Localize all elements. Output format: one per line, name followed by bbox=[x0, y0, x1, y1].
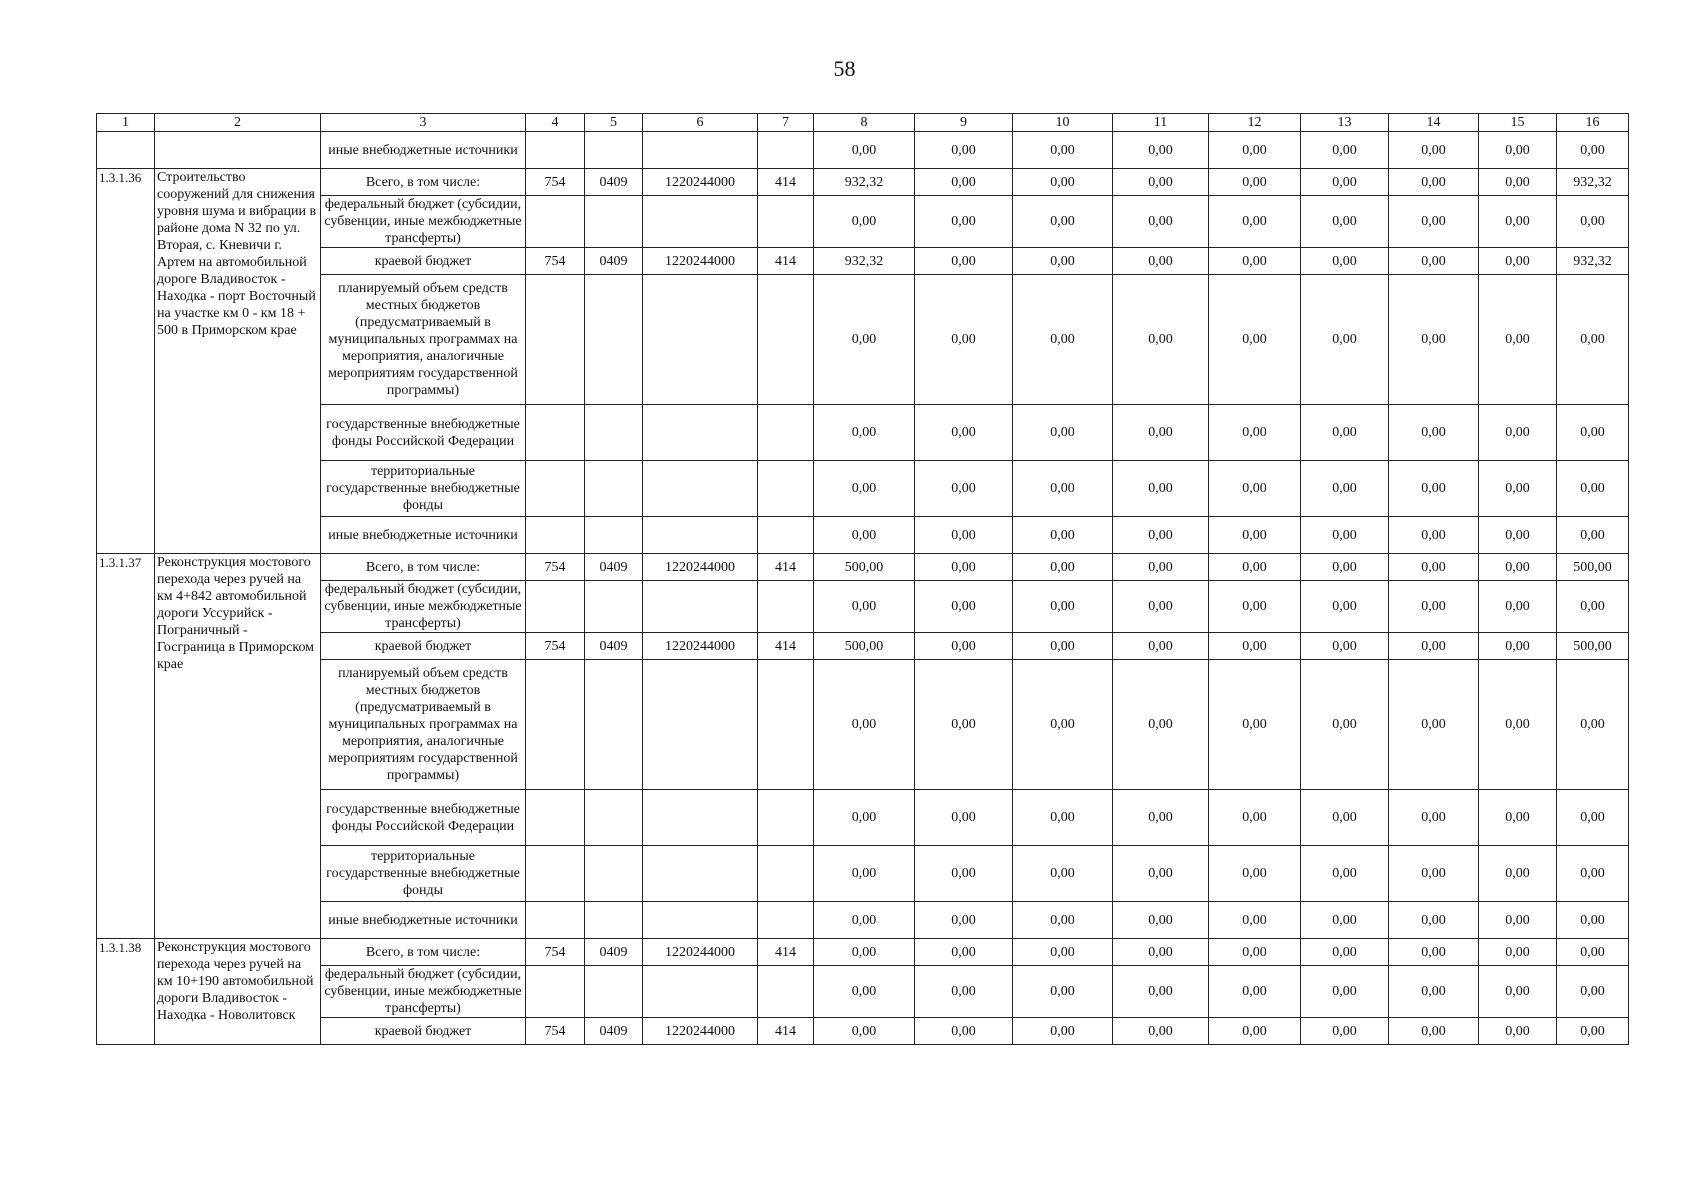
amount-cell: 0,00 bbox=[1389, 405, 1479, 461]
budget-code-cell bbox=[758, 132, 814, 169]
table-row bbox=[97, 790, 1629, 846]
amount-cell: 0,00 bbox=[1479, 461, 1557, 517]
amount-cell: 0,00 bbox=[1301, 1018, 1389, 1045]
amount-cell: 0,00 bbox=[1389, 196, 1479, 248]
amount-cell: 0,00 bbox=[1209, 248, 1301, 275]
amount-cell: 0,00 bbox=[915, 248, 1013, 275]
admin-code-cell bbox=[526, 966, 585, 1018]
amount-cell: 0,00 bbox=[1557, 660, 1629, 790]
section-code-cell bbox=[585, 405, 643, 461]
table-row bbox=[97, 169, 1629, 196]
target-article-cell bbox=[643, 790, 758, 846]
amount-cell: 0,00 bbox=[1557, 275, 1629, 405]
funding-source-cell: иные внебюджетные источники bbox=[321, 902, 526, 939]
amount-cell: 0,00 bbox=[1301, 554, 1389, 581]
admin-code-cell bbox=[526, 581, 585, 633]
amount-cell: 500,00 bbox=[814, 554, 915, 581]
section-code-cell: 0409 bbox=[585, 939, 643, 966]
amount-cell: 0,00 bbox=[1301, 196, 1389, 248]
header-cell: 13 bbox=[1301, 114, 1389, 132]
amount-cell: 0,00 bbox=[1479, 132, 1557, 169]
expense-type-cell: 414 bbox=[758, 169, 814, 196]
amount-cell: 932,32 bbox=[814, 248, 915, 275]
amount-cell: 0,00 bbox=[1013, 790, 1113, 846]
table-row bbox=[97, 633, 1629, 660]
amount-cell: 0,00 bbox=[1209, 461, 1301, 517]
amount-cell: 0,00 bbox=[1389, 132, 1479, 169]
amount-cell: 0,00 bbox=[1209, 275, 1301, 405]
amount-cell: 0,00 bbox=[1013, 633, 1113, 660]
header-cell: 5 bbox=[585, 114, 643, 132]
amount-cell: 0,00 bbox=[1013, 902, 1113, 939]
amount-cell: 0,00 bbox=[1389, 517, 1479, 554]
amount-cell: 0,00 bbox=[1113, 405, 1209, 461]
amount-cell: 0,00 bbox=[1479, 939, 1557, 966]
table-row bbox=[97, 1018, 1629, 1045]
budget-code-cell bbox=[526, 132, 585, 169]
funding-source-cell: государственные внебюджетные фонды Российской Федерации bbox=[321, 405, 526, 461]
funding-source-cell: Всего, в том числе: bbox=[321, 939, 526, 966]
budget-table bbox=[96, 113, 1629, 1045]
amount-cell: 0,00 bbox=[1301, 132, 1389, 169]
amount-cell: 0,00 bbox=[1209, 902, 1301, 939]
amount-cell: 0,00 bbox=[1113, 517, 1209, 554]
target-article-cell: 1220244000 bbox=[643, 633, 758, 660]
funding-source-cell: краевой бюджет bbox=[321, 248, 526, 275]
amount-cell: 0,00 bbox=[1113, 660, 1209, 790]
amount-cell: 0,00 bbox=[1209, 196, 1301, 248]
amount-cell: 0,00 bbox=[1209, 660, 1301, 790]
expense-type-cell: 414 bbox=[758, 554, 814, 581]
amount-cell: 0,00 bbox=[1301, 581, 1389, 633]
amount-cell: 0,00 bbox=[1479, 275, 1557, 405]
section-code-cell bbox=[585, 581, 643, 633]
amount-cell: 0,00 bbox=[814, 1018, 915, 1045]
item-number-cell bbox=[97, 132, 155, 169]
table-row bbox=[97, 461, 1629, 517]
amount-cell: 0,00 bbox=[1113, 902, 1209, 939]
expense-type-cell: 414 bbox=[758, 633, 814, 660]
amount-cell: 0,00 bbox=[1209, 169, 1301, 196]
section-code-cell: 0409 bbox=[585, 1018, 643, 1045]
amount-cell: 0,00 bbox=[1113, 132, 1209, 169]
amount-cell: 0,00 bbox=[1113, 169, 1209, 196]
amount-cell: 0,00 bbox=[1389, 461, 1479, 517]
amount-cell: 0,00 bbox=[1479, 581, 1557, 633]
item-number-cell: 1.3.1.36 bbox=[97, 169, 155, 554]
target-article-cell bbox=[643, 966, 758, 1018]
amount-cell: 0,00 bbox=[1209, 633, 1301, 660]
amount-cell: 0,00 bbox=[1557, 132, 1629, 169]
amount-cell: 0,00 bbox=[1479, 554, 1557, 581]
target-article-cell bbox=[643, 461, 758, 517]
expense-type-cell: 414 bbox=[758, 248, 814, 275]
admin-code-cell bbox=[526, 275, 585, 405]
amount-cell: 0,00 bbox=[814, 581, 915, 633]
amount-cell: 0,00 bbox=[1389, 169, 1479, 196]
target-article-cell bbox=[643, 196, 758, 248]
section-code-cell bbox=[585, 966, 643, 1018]
expense-type-cell bbox=[758, 275, 814, 405]
table-row bbox=[97, 275, 1629, 405]
section-code-cell: 0409 bbox=[585, 554, 643, 581]
amount-cell: 0,00 bbox=[1557, 581, 1629, 633]
amount-cell: 0,00 bbox=[814, 939, 915, 966]
section-code-cell bbox=[585, 846, 643, 902]
amount-cell: 0,00 bbox=[814, 275, 915, 405]
header-cell: 4 bbox=[526, 114, 585, 132]
amount-cell: 0,00 bbox=[1113, 554, 1209, 581]
amount-cell: 0,00 bbox=[1013, 581, 1113, 633]
section-code-cell bbox=[585, 517, 643, 554]
section-code-cell: 0409 bbox=[585, 633, 643, 660]
amount-cell: 0,00 bbox=[814, 132, 915, 169]
target-article-cell bbox=[643, 846, 758, 902]
amount-cell: 0,00 bbox=[915, 581, 1013, 633]
table-row bbox=[97, 132, 1629, 169]
amount-cell: 0,00 bbox=[915, 902, 1013, 939]
header-cell: 12 bbox=[1209, 114, 1301, 132]
table-row bbox=[97, 517, 1629, 554]
amount-cell: 0,00 bbox=[1557, 517, 1629, 554]
target-article-cell bbox=[643, 660, 758, 790]
funding-source-cell: планируемый объем средств местных бюджетов (предусматриваемый в муниципальных программах на мероприятия, аналогичные мероприятиям государственной программы) bbox=[321, 275, 526, 405]
expense-type-cell bbox=[758, 581, 814, 633]
admin-code-cell bbox=[526, 517, 585, 554]
header-cell: 15 bbox=[1479, 114, 1557, 132]
admin-code-cell: 754 bbox=[526, 633, 585, 660]
section-code-cell bbox=[585, 461, 643, 517]
expense-type-cell bbox=[758, 902, 814, 939]
amount-cell: 0,00 bbox=[1013, 554, 1113, 581]
table-row bbox=[97, 554, 1629, 581]
item-number-cell: 1.3.1.37 bbox=[97, 554, 155, 939]
amount-cell: 0,00 bbox=[1013, 939, 1113, 966]
amount-cell: 0,00 bbox=[1301, 275, 1389, 405]
amount-cell: 0,00 bbox=[1013, 461, 1113, 517]
amount-cell: 0,00 bbox=[1479, 846, 1557, 902]
amount-cell: 0,00 bbox=[1389, 633, 1479, 660]
expense-type-cell: 414 bbox=[758, 939, 814, 966]
section-code-cell bbox=[585, 790, 643, 846]
amount-cell: 0,00 bbox=[1209, 581, 1301, 633]
amount-cell: 0,00 bbox=[1557, 1018, 1629, 1045]
admin-code-cell bbox=[526, 405, 585, 461]
amount-cell: 0,00 bbox=[1557, 939, 1629, 966]
funding-source-cell: Всего, в том числе: bbox=[321, 169, 526, 196]
amount-cell: 0,00 bbox=[1389, 966, 1479, 1018]
target-article-cell bbox=[643, 581, 758, 633]
expense-type-cell bbox=[758, 790, 814, 846]
amount-cell: 0,00 bbox=[1389, 1018, 1479, 1045]
target-article-cell: 1220244000 bbox=[643, 939, 758, 966]
amount-cell: 500,00 bbox=[814, 633, 915, 660]
amount-cell: 0,00 bbox=[1013, 196, 1113, 248]
amount-cell: 0,00 bbox=[1113, 248, 1209, 275]
amount-cell: 0,00 bbox=[1013, 132, 1113, 169]
header-cell: 10 bbox=[1013, 114, 1113, 132]
amount-cell: 0,00 bbox=[915, 461, 1013, 517]
table-row bbox=[97, 248, 1629, 275]
amount-cell: 0,00 bbox=[1113, 1018, 1209, 1045]
admin-code-cell bbox=[526, 660, 585, 790]
amount-cell: 0,00 bbox=[1479, 517, 1557, 554]
amount-cell: 0,00 bbox=[1479, 966, 1557, 1018]
header-cell: 6 bbox=[643, 114, 758, 132]
header-cell: 11 bbox=[1113, 114, 1209, 132]
funding-source-cell: краевой бюджет bbox=[321, 1018, 526, 1045]
table-row bbox=[97, 660, 1629, 790]
amount-cell: 0,00 bbox=[1113, 846, 1209, 902]
amount-cell: 0,00 bbox=[814, 517, 915, 554]
amount-cell: 0,00 bbox=[1209, 790, 1301, 846]
amount-cell: 0,00 bbox=[1013, 275, 1113, 405]
target-article-cell bbox=[643, 405, 758, 461]
funding-source-cell: планируемый объем средств местных бюджетов (предусматриваемый в муниципальных программах на мероприятия, аналогичные мероприятиям государственной программы) bbox=[321, 660, 526, 790]
amount-cell: 0,00 bbox=[1479, 633, 1557, 660]
amount-cell: 0,00 bbox=[915, 517, 1013, 554]
amount-cell: 0,00 bbox=[1479, 1018, 1557, 1045]
amount-cell: 0,00 bbox=[1389, 275, 1479, 405]
funding-source-cell: территориальные государственные внебюджетные фонды bbox=[321, 461, 526, 517]
amount-cell: 0,00 bbox=[1013, 169, 1113, 196]
amount-cell: 0,00 bbox=[1113, 275, 1209, 405]
item-name-cell: Реконструкция мостового перехода через ручей на км 10+190 автомобильной дороги Владивосток - Находка - Новолитовск bbox=[155, 939, 321, 1045]
amount-cell: 0,00 bbox=[1389, 790, 1479, 846]
amount-cell: 0,00 bbox=[1301, 846, 1389, 902]
funding-source-cell: Всего, в том числе: bbox=[321, 554, 526, 581]
amount-cell: 0,00 bbox=[915, 554, 1013, 581]
amount-cell: 500,00 bbox=[1557, 633, 1629, 660]
funding-source-cell: иные внебюджетные источники bbox=[321, 132, 526, 169]
amount-cell: 0,00 bbox=[1209, 517, 1301, 554]
amount-cell: 0,00 bbox=[814, 196, 915, 248]
header-cell: 8 bbox=[814, 114, 915, 132]
table-row bbox=[97, 581, 1629, 633]
section-code-cell bbox=[585, 660, 643, 790]
amount-cell: 0,00 bbox=[1479, 405, 1557, 461]
amount-cell: 0,00 bbox=[915, 660, 1013, 790]
expense-type-cell bbox=[758, 196, 814, 248]
amount-cell: 0,00 bbox=[915, 966, 1013, 1018]
amount-cell: 0,00 bbox=[1301, 660, 1389, 790]
header-cell: 9 bbox=[915, 114, 1013, 132]
amount-cell: 0,00 bbox=[1209, 405, 1301, 461]
column-number-header bbox=[97, 114, 1629, 132]
amount-cell: 0,00 bbox=[1113, 461, 1209, 517]
funding-source-cell: иные внебюджетные источники bbox=[321, 517, 526, 554]
header-cell: 7 bbox=[758, 114, 814, 132]
amount-cell: 500,00 bbox=[1557, 554, 1629, 581]
amount-cell: 0,00 bbox=[1013, 405, 1113, 461]
amount-cell: 0,00 bbox=[814, 846, 915, 902]
amount-cell: 0,00 bbox=[1557, 846, 1629, 902]
amount-cell: 0,00 bbox=[1013, 660, 1113, 790]
amount-cell: 0,00 bbox=[1557, 405, 1629, 461]
amount-cell: 0,00 bbox=[1389, 554, 1479, 581]
amount-cell: 0,00 bbox=[1479, 660, 1557, 790]
amount-cell: 0,00 bbox=[1301, 633, 1389, 660]
item-name-cell bbox=[155, 132, 321, 169]
target-article-cell bbox=[643, 275, 758, 405]
amount-cell: 0,00 bbox=[1301, 902, 1389, 939]
funding-source-cell: федеральный бюджет (субсидии, субвенции, иные межбюджетные трансферты) bbox=[321, 581, 526, 633]
amount-cell: 0,00 bbox=[1013, 248, 1113, 275]
amount-cell: 0,00 bbox=[1557, 461, 1629, 517]
amount-cell: 0,00 bbox=[915, 939, 1013, 966]
funding-source-cell: федеральный бюджет (субсидии, субвенции, иные межбюджетные трансферты) bbox=[321, 966, 526, 1018]
target-article-cell: 1220244000 bbox=[643, 248, 758, 275]
amount-cell: 0,00 bbox=[1113, 196, 1209, 248]
amount-cell: 0,00 bbox=[1113, 966, 1209, 1018]
amount-cell: 0,00 bbox=[915, 1018, 1013, 1045]
item-number-cell: 1.3.1.38 bbox=[97, 939, 155, 1045]
amount-cell: 0,00 bbox=[1013, 1018, 1113, 1045]
section-code-cell: 0409 bbox=[585, 169, 643, 196]
amount-cell: 0,00 bbox=[915, 275, 1013, 405]
page-number: 58 bbox=[833, 56, 856, 81]
amount-cell: 0,00 bbox=[1209, 1018, 1301, 1045]
section-code-cell bbox=[585, 275, 643, 405]
funding-source-cell: территориальные государственные внебюджетные фонды bbox=[321, 846, 526, 902]
target-article-cell: 1220244000 bbox=[643, 554, 758, 581]
amount-cell: 0,00 bbox=[1209, 966, 1301, 1018]
amount-cell: 0,00 bbox=[1013, 966, 1113, 1018]
amount-cell: 0,00 bbox=[1013, 517, 1113, 554]
amount-cell: 0,00 bbox=[1113, 939, 1209, 966]
expense-type-cell bbox=[758, 660, 814, 790]
header-cell: 14 bbox=[1389, 114, 1479, 132]
amount-cell: 0,00 bbox=[915, 132, 1013, 169]
funding-source-cell: федеральный бюджет (субсидии, субвенции, иные межбюджетные трансферты) bbox=[321, 196, 526, 248]
table-row bbox=[97, 966, 1629, 1018]
amount-cell: 0,00 bbox=[1113, 790, 1209, 846]
admin-code-cell: 754 bbox=[526, 169, 585, 196]
section-code-cell: 0409 bbox=[585, 248, 643, 275]
amount-cell: 0,00 bbox=[814, 405, 915, 461]
expense-type-cell bbox=[758, 517, 814, 554]
item-name-cell: Строительство сооружений для снижения уровня шума и вибрации в районе дома N 32 по ул. Вторая, с. Кневичи г. Артем на автомобильной дороге Владивосток - Находка - порт Восточный на участке км 0 - км 18 + 500 в Приморском крае bbox=[155, 169, 321, 554]
target-article-cell bbox=[643, 902, 758, 939]
amount-cell: 0,00 bbox=[1113, 633, 1209, 660]
target-article-cell: 1220244000 bbox=[643, 1018, 758, 1045]
amount-cell: 0,00 bbox=[1301, 966, 1389, 1018]
header-cell: 3 bbox=[321, 114, 526, 132]
admin-code-cell bbox=[526, 902, 585, 939]
amount-cell: 0,00 bbox=[915, 405, 1013, 461]
budget-code-cell bbox=[643, 132, 758, 169]
admin-code-cell: 754 bbox=[526, 554, 585, 581]
amount-cell: 0,00 bbox=[1113, 581, 1209, 633]
header-cell: 1 bbox=[97, 114, 155, 132]
expense-type-cell bbox=[758, 846, 814, 902]
expense-type-cell: 414 bbox=[758, 1018, 814, 1045]
amount-cell: 0,00 bbox=[1301, 517, 1389, 554]
amount-cell: 0,00 bbox=[814, 902, 915, 939]
admin-code-cell bbox=[526, 196, 585, 248]
amount-cell: 0,00 bbox=[814, 461, 915, 517]
amount-cell: 0,00 bbox=[1389, 581, 1479, 633]
amount-cell: 0,00 bbox=[1479, 790, 1557, 846]
table-row bbox=[97, 846, 1629, 902]
admin-code-cell: 754 bbox=[526, 1018, 585, 1045]
amount-cell: 0,00 bbox=[1301, 790, 1389, 846]
header-cell: 16 bbox=[1557, 114, 1629, 132]
amount-cell: 0,00 bbox=[1479, 248, 1557, 275]
funding-source-cell: краевой бюджет bbox=[321, 633, 526, 660]
table-row bbox=[97, 939, 1629, 966]
admin-code-cell: 754 bbox=[526, 939, 585, 966]
expense-type-cell bbox=[758, 966, 814, 1018]
amount-cell: 0,00 bbox=[1209, 846, 1301, 902]
amount-cell: 0,00 bbox=[1557, 790, 1629, 846]
amount-cell: 0,00 bbox=[1013, 846, 1113, 902]
amount-cell: 0,00 bbox=[1301, 939, 1389, 966]
target-article-cell bbox=[643, 517, 758, 554]
admin-code-cell: 754 bbox=[526, 248, 585, 275]
amount-cell: 0,00 bbox=[915, 169, 1013, 196]
amount-cell: 0,00 bbox=[1479, 196, 1557, 248]
section-code-cell bbox=[585, 196, 643, 248]
item-name-cell: Реконструкция мостового перехода через ручей на км 4+842 автомобильной дороги Уссурийск - Пограничный - Госграница в Приморском крае bbox=[155, 554, 321, 939]
amount-cell: 0,00 bbox=[1479, 902, 1557, 939]
amount-cell: 0,00 bbox=[814, 790, 915, 846]
amount-cell: 932,32 bbox=[1557, 169, 1629, 196]
expense-type-cell bbox=[758, 405, 814, 461]
amount-cell: 0,00 bbox=[915, 846, 1013, 902]
amount-cell: 0,00 bbox=[915, 633, 1013, 660]
section-code-cell bbox=[585, 902, 643, 939]
amount-cell: 0,00 bbox=[1389, 248, 1479, 275]
amount-cell: 0,00 bbox=[1301, 169, 1389, 196]
amount-cell: 0,00 bbox=[1209, 939, 1301, 966]
budget-code-cell bbox=[585, 132, 643, 169]
amount-cell: 0,00 bbox=[1389, 660, 1479, 790]
table-row bbox=[97, 405, 1629, 461]
table-row bbox=[97, 902, 1629, 939]
amount-cell: 0,00 bbox=[1557, 902, 1629, 939]
amount-cell: 0,00 bbox=[1301, 248, 1389, 275]
amount-cell: 0,00 bbox=[1389, 939, 1479, 966]
table-row bbox=[97, 196, 1629, 248]
amount-cell: 0,00 bbox=[1209, 554, 1301, 581]
admin-code-cell bbox=[526, 790, 585, 846]
funding-source-cell: государственные внебюджетные фонды Российской Федерации bbox=[321, 790, 526, 846]
amount-cell: 0,00 bbox=[814, 966, 915, 1018]
admin-code-cell bbox=[526, 846, 585, 902]
amount-cell: 0,00 bbox=[1209, 132, 1301, 169]
amount-cell: 0,00 bbox=[915, 790, 1013, 846]
amount-cell: 0,00 bbox=[1301, 405, 1389, 461]
target-article-cell: 1220244000 bbox=[643, 169, 758, 196]
amount-cell: 0,00 bbox=[1479, 169, 1557, 196]
admin-code-cell bbox=[526, 461, 585, 517]
amount-cell: 932,32 bbox=[1557, 248, 1629, 275]
amount-cell: 0,00 bbox=[915, 196, 1013, 248]
amount-cell: 932,32 bbox=[814, 169, 915, 196]
amount-cell: 0,00 bbox=[814, 660, 915, 790]
expense-type-cell bbox=[758, 461, 814, 517]
amount-cell: 0,00 bbox=[1389, 902, 1479, 939]
header-cell: 2 bbox=[155, 114, 321, 132]
amount-cell: 0,00 bbox=[1301, 461, 1389, 517]
amount-cell: 0,00 bbox=[1389, 846, 1479, 902]
amount-cell: 0,00 bbox=[1557, 196, 1629, 248]
table-body bbox=[97, 114, 1629, 1045]
amount-cell: 0,00 bbox=[1557, 966, 1629, 1018]
